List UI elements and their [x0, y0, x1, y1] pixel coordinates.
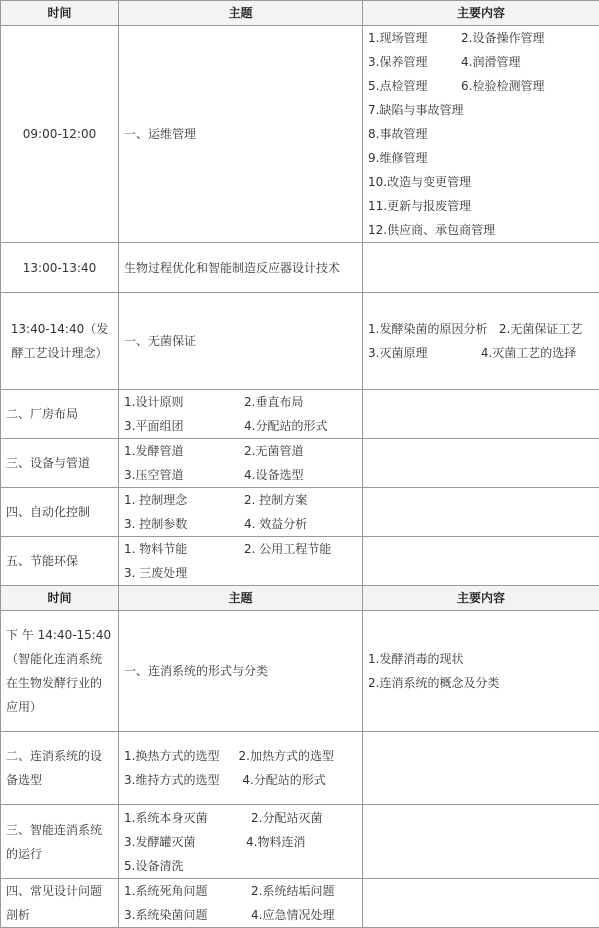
list-item: 1. 控制理念 2. 控制方案: [124, 488, 357, 512]
list-item: 3.压空管道 4.设备选型: [124, 463, 357, 487]
time-cell: 09:00-12:00: [1, 26, 119, 243]
header-topic: 主题: [119, 586, 363, 611]
list-item: 1.发酵消毒的现状: [368, 647, 594, 671]
content-cell: [363, 879, 599, 928]
list-item: 3.灭菌原理 4.灭菌工艺的选择: [368, 341, 594, 365]
table-header-row: [1, 1, 599, 26]
topic-cell: 生物过程优化和智能制造反应器设计技术: [119, 243, 363, 293]
list-item: 9.维修管理: [368, 146, 594, 170]
list-item: 1.现场管理 2.设备操作管理: [368, 26, 594, 50]
list-item: 8.事故管理: [368, 122, 594, 146]
list-item: 1.系统本身灭菌 2.分配站灭菌: [124, 806, 357, 830]
topic-cell: [119, 879, 363, 928]
list-item: 5.设备清洗: [124, 854, 357, 878]
time-cell: 13:00-13:40: [1, 243, 119, 293]
list-item: 1.发酵染菌的原因分析 2.无菌保证工艺: [368, 317, 594, 341]
list-item: 1.发酵管道 2.无菌管道: [124, 439, 357, 463]
table-row: [1, 805, 599, 879]
list-item: 3. 三废处理: [124, 561, 357, 585]
list-item: 3.系统染菌问题 4.应急情况处理: [124, 903, 357, 927]
time-cell: 三、设备与管道: [1, 439, 119, 488]
list-item: 5.点检管理 6.检验检测管理: [368, 74, 594, 98]
content-cell: [363, 390, 599, 439]
content-cell: [363, 26, 599, 243]
list-item: 3.维持方式的选型 4.分配站的形式: [124, 768, 357, 792]
table-row: [1, 611, 599, 732]
time-cell: 三、智能连消系统的运行: [1, 805, 119, 879]
topic-cell: [119, 805, 363, 879]
topic-cell: 一、无菌保证: [119, 293, 363, 390]
table-row: [1, 390, 599, 439]
time-cell: 二、厂房布局: [1, 390, 119, 439]
header-content: 主要内容: [363, 586, 599, 611]
list-item: 1. 物料节能 2. 公用工程节能: [124, 537, 357, 561]
list-item: 3.发酵罐灭菌 4.物料连消: [124, 830, 357, 854]
time-cell: 四、常见设计问题剖析: [1, 879, 119, 928]
table-row: [1, 439, 599, 488]
topic-cell: 一、连消系统的形式与分类: [119, 611, 363, 732]
table-row: [1, 488, 599, 537]
topic-cell: [119, 488, 363, 537]
content-cell: [363, 243, 599, 293]
list-item: 3.平面组团 4.分配站的形式: [124, 414, 357, 438]
content-cell: [363, 537, 599, 586]
list-item: 2.连消系统的概念及分类: [368, 671, 594, 695]
list-item: 11.更新与报废管理: [368, 194, 594, 218]
table-header-row: [1, 586, 599, 611]
time-cell: 13:40-14:40（发酵工艺设计理念）: [1, 293, 119, 390]
list-item: 3. 控制参数 4. 效益分析: [124, 512, 357, 536]
time-cell: 四、自动化控制: [1, 488, 119, 537]
content-cell: [363, 805, 599, 879]
header-content: 主要内容: [363, 1, 599, 26]
content-cell: [363, 611, 599, 732]
time-cell: 二、连消系统的设备选型: [1, 732, 119, 805]
topic-cell: [119, 537, 363, 586]
list-item: 12.供应商、承包商管理: [368, 218, 594, 242]
topic-cell: [119, 732, 363, 805]
table-row: [1, 879, 599, 928]
list-item: 3.保养管理 4.润滑管理: [368, 50, 594, 74]
topic-cell: [119, 439, 363, 488]
table-row: [1, 732, 599, 805]
list-item: 1.系统死角问题 2.系统结垢问题: [124, 879, 357, 903]
time-cell: 下 午 14:40-15:40（智能化连消系统在生物发酵行业的应用）: [1, 611, 119, 732]
content-cell: [363, 488, 599, 537]
time-cell: 五、节能环保: [1, 537, 119, 586]
header-time: 时间: [1, 586, 119, 611]
list-item: 10.改造与变更管理: [368, 170, 594, 194]
content-cell: [363, 732, 599, 805]
table-row: [1, 293, 599, 390]
topic-cell: 一、运维管理: [119, 26, 363, 243]
header-topic: 主题: [119, 1, 363, 26]
list-item: 1.设计原则 2.垂直布局: [124, 390, 357, 414]
table-row: [1, 26, 599, 243]
topic-cell: [119, 390, 363, 439]
table-row: [1, 243, 599, 293]
content-cell: [363, 293, 599, 390]
header-time: 时间: [1, 1, 119, 26]
content-cell: [363, 439, 599, 488]
table-row: [1, 537, 599, 586]
list-item: 7.缺陷与事故管理: [368, 98, 594, 122]
list-item: 1.换热方式的选型 2.加热方式的选型: [124, 744, 357, 768]
